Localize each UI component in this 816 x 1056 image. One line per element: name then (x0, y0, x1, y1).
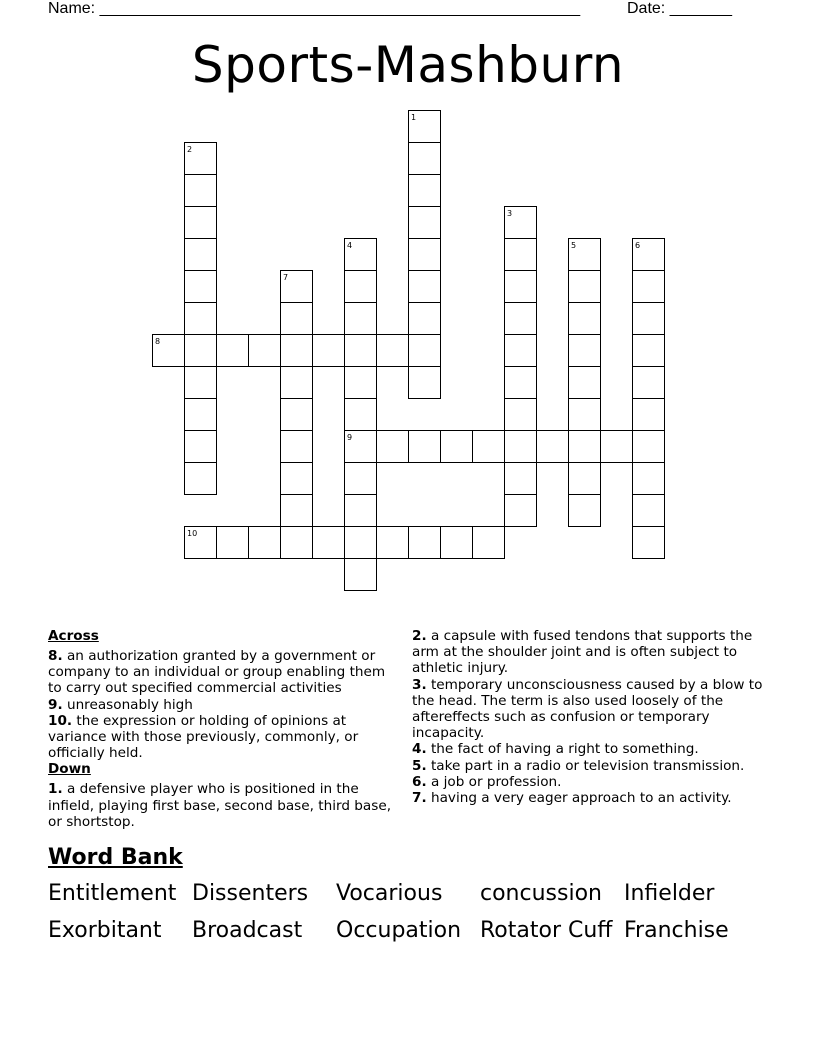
grid-cell[interactable] (184, 526, 217, 559)
grid-cell[interactable] (408, 174, 441, 207)
clue-text: the fact of having a right to something. (430, 741, 699, 758)
grid-cell[interactable] (344, 334, 377, 367)
grid-cell[interactable] (504, 334, 537, 367)
grid-cell[interactable] (376, 430, 409, 463)
grid-cell[interactable] (472, 430, 505, 463)
clue-text: take part in a radio or television transmission. (430, 757, 745, 774)
clue-number: 8. (48, 648, 63, 664)
across-heading: Across (48, 628, 99, 644)
grid-cell[interactable] (312, 526, 345, 559)
word-bank-item: Exorbitant (48, 918, 162, 943)
grid-cell[interactable] (344, 462, 377, 495)
grid-cell[interactable] (504, 430, 537, 463)
cell-number: 4 (347, 241, 353, 250)
word-bank-item: Entitlement (48, 881, 177, 906)
grid-cell[interactable] (504, 366, 537, 399)
grid-cell[interactable] (504, 206, 537, 239)
clue-text: a capsule with fused tendons that supports the arm at the shoulder joint and is often subject to athletic injury. (412, 628, 753, 677)
grid-cell[interactable] (568, 302, 601, 335)
clue-number: 7. (412, 790, 427, 807)
word-bank-item: Franchise (624, 918, 729, 943)
grid-cell[interactable] (568, 334, 601, 367)
clue-number: 2. (412, 628, 427, 644)
clues-left-column (48, 628, 400, 830)
clue-down-6 (412, 774, 772, 790)
word-bank-title: Word Bank (48, 845, 183, 870)
grid-cell[interactable] (184, 270, 217, 303)
cell-number: 1 (411, 113, 417, 122)
grid-cell[interactable] (408, 270, 441, 303)
grid-cell[interactable] (568, 238, 601, 271)
grid-cell[interactable] (504, 238, 537, 271)
grid-cell[interactable] (312, 334, 345, 367)
grid-cell[interactable] (280, 526, 313, 559)
cell-number: 9 (347, 433, 353, 442)
clue-text: an authorization granted by a government or company to an individual or group enabling them to carry out specified commercial activities (48, 648, 386, 697)
grid-cell[interactable] (280, 398, 313, 431)
clues-right-column (412, 628, 772, 806)
clue-text: the expression or holding of opinions at variance with those previously, commonly, or officially held. (48, 712, 359, 762)
clue-across-8 (48, 648, 400, 697)
cell-number: 7 (283, 273, 289, 282)
clue-number: 6. (412, 773, 427, 790)
grid-cell[interactable] (344, 238, 377, 271)
word-bank-item: Rotator Cuff (480, 918, 613, 943)
grid-cell[interactable] (184, 462, 217, 495)
grid-cell[interactable] (504, 270, 537, 303)
grid-cell[interactable] (184, 206, 217, 239)
clue-down-7 (412, 790, 772, 806)
grid-cell[interactable] (600, 430, 633, 463)
grid-cell[interactable] (216, 334, 249, 367)
grid-cell[interactable] (408, 302, 441, 335)
clue-number: 10. (48, 712, 73, 729)
grid-cell[interactable] (344, 558, 377, 591)
grid-cell[interactable] (344, 366, 377, 399)
grid-cell[interactable] (152, 334, 185, 367)
grid-cell[interactable] (280, 302, 313, 335)
word-bank-item: Occupation (336, 918, 462, 943)
clue-number: 5. (412, 757, 427, 774)
grid-cell[interactable] (184, 302, 217, 335)
grid-cell[interactable] (632, 270, 665, 303)
clue-number: 3. (412, 676, 427, 693)
grid-cell[interactable] (248, 334, 281, 367)
down-heading: Down (48, 761, 91, 778)
grid-cell[interactable] (184, 334, 217, 367)
grid-cell[interactable] (632, 526, 665, 559)
cell-number: 3 (507, 209, 513, 218)
clue-down-3 (412, 677, 772, 742)
grid-cell[interactable] (184, 430, 217, 463)
cell-number: 5 (571, 241, 577, 250)
grid-cell[interactable] (376, 334, 409, 367)
grid-cell[interactable] (344, 494, 377, 527)
grid-cell[interactable] (440, 430, 473, 463)
word-bank (48, 880, 768, 945)
grid-cell[interactable] (568, 462, 601, 495)
grid-cell[interactable] (568, 430, 601, 463)
grid-cell[interactable] (440, 526, 473, 559)
clue-text: temporary unconsciousness caused by a blow to the head. The term is also used loosely of the aftereffects such as confusion or temporary incapacity. (412, 676, 763, 742)
cell-number: 8 (155, 337, 161, 346)
grid-cell[interactable] (184, 174, 217, 207)
cell-number: 10 (187, 529, 198, 538)
grid-cell[interactable] (344, 270, 377, 303)
grid-cell[interactable] (280, 270, 313, 303)
grid-cell[interactable] (568, 270, 601, 303)
cell-number: 2 (187, 145, 193, 154)
grid-cell[interactable] (280, 366, 313, 399)
grid-cell[interactable] (504, 462, 537, 495)
grid-cell[interactable] (184, 142, 217, 175)
grid-cell[interactable] (568, 398, 601, 431)
clue-number: 9. (48, 696, 63, 713)
grid-cell[interactable] (344, 302, 377, 335)
grid-cell[interactable] (504, 494, 537, 527)
word-bank-item: Dissenters (192, 881, 309, 906)
grid-cell[interactable] (216, 526, 249, 559)
grid-cell[interactable] (344, 430, 377, 463)
grid-cell[interactable] (184, 366, 217, 399)
clue-number: 4. (412, 741, 427, 758)
clue-down-1 (48, 781, 400, 830)
clue-text: a job or profession. (430, 773, 562, 790)
grid-cell[interactable] (280, 462, 313, 495)
grid-cell[interactable] (376, 526, 409, 559)
grid-cell[interactable] (632, 334, 665, 367)
clue-text: unreasonably high (66, 696, 193, 713)
grid-cell[interactable] (536, 430, 569, 463)
grid-cell[interactable] (280, 494, 313, 527)
grid-cell[interactable] (408, 206, 441, 239)
grid-cell[interactable] (184, 398, 217, 431)
grid-cell[interactable] (568, 366, 601, 399)
grid-cell[interactable] (184, 238, 217, 271)
grid-cell[interactable] (408, 334, 441, 367)
word-bank-item: Vocarious (336, 881, 443, 906)
grid-cell[interactable] (408, 238, 441, 271)
grid-cell[interactable] (632, 238, 665, 271)
clue-across-9 (48, 697, 400, 713)
grid-cell[interactable] (472, 526, 505, 559)
clue-across-10 (48, 713, 400, 762)
word-bank-item: Broadcast (192, 918, 303, 943)
grid-cell[interactable] (408, 110, 441, 143)
grid-cell[interactable] (504, 302, 537, 335)
grid-cell[interactable] (280, 430, 313, 463)
grid-cell[interactable] (632, 398, 665, 431)
clue-text: a defensive player who is positioned in the infield, playing first base, second base, third base, or shortstop. (48, 781, 392, 830)
word-bank-item: Infielder (624, 881, 715, 906)
name-field-label: Name: ______________________________________________________ (48, 0, 581, 17)
clue-text: having a very eager approach to an activity. (430, 790, 732, 807)
clue-down-4 (412, 741, 772, 757)
grid-cell[interactable] (408, 366, 441, 399)
clue-number: 1. (48, 781, 63, 798)
clue-down-2 (412, 628, 772, 677)
grid-cell[interactable] (632, 430, 665, 463)
grid-cell[interactable] (280, 334, 313, 367)
clue-down-5 (412, 758, 772, 774)
grid-cell[interactable] (504, 398, 537, 431)
grid-cell[interactable] (632, 494, 665, 527)
cell-number: 6 (635, 241, 641, 250)
grid-cell[interactable] (632, 366, 665, 399)
grid-cell[interactable] (344, 398, 377, 431)
grid-cell[interactable] (344, 526, 377, 559)
grid-cell[interactable] (408, 526, 441, 559)
grid-cell[interactable] (408, 142, 441, 175)
grid-cell[interactable] (632, 462, 665, 495)
grid-cell[interactable] (248, 526, 281, 559)
grid-cell[interactable] (568, 494, 601, 527)
date-field-label: Date: _______ (627, 0, 732, 17)
word-bank-item: concussion (480, 881, 602, 906)
grid-cell[interactable] (632, 302, 665, 335)
grid-cell[interactable] (408, 430, 441, 463)
page-title: Sports-Mashburn (191, 36, 625, 94)
